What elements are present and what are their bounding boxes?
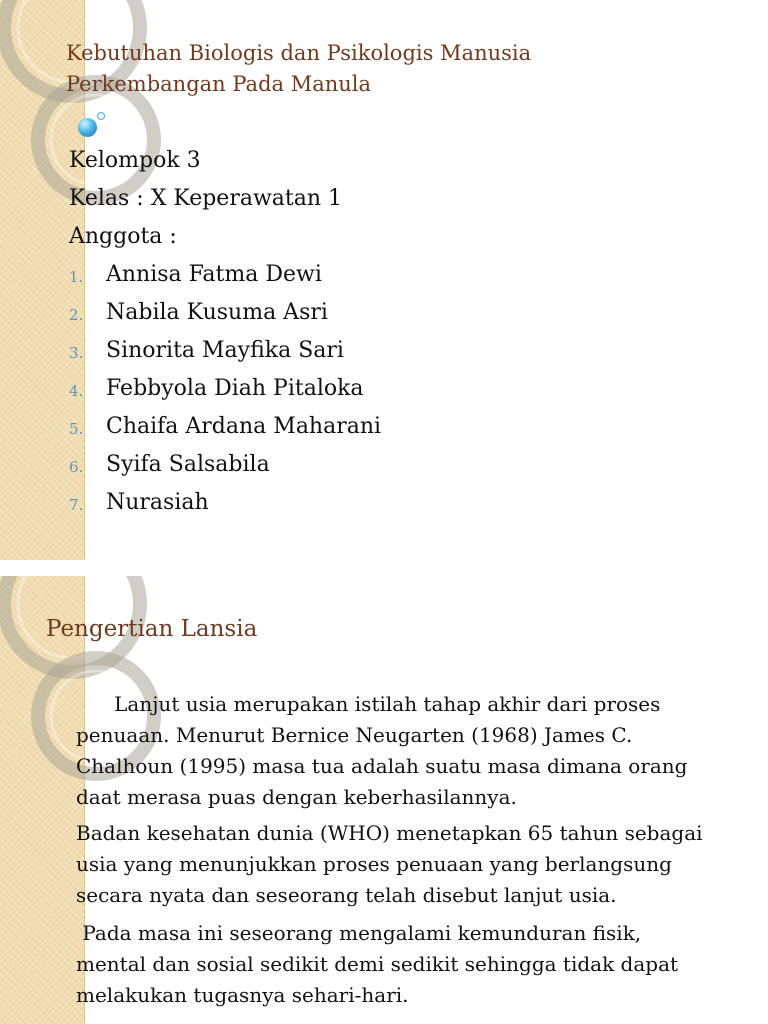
list-item [69,446,381,484]
member-name: Sinorita Mayfika Sari [106,338,344,363]
slide-title: Pengertian Lansia [46,616,258,642]
text-line: Chalhoun (1995) masa tua adalah suatu masa dimana orang [76,754,688,778]
member-name: Syifa Salsabila [106,452,270,477]
text-line: usia yang menunjukkan proses penuaan yang berlangsung [76,852,672,876]
list-item [69,408,381,446]
list-number: 3. [69,344,84,362]
member-name: Chaifa Ardana Maharani [106,414,382,439]
member-name: Febbyola Diah Pitaloka [106,376,364,401]
bullet-sphere-icon [78,118,97,137]
text-line: melakukan tugasnya sehari-hari. [76,983,409,1007]
list-number: 5. [69,420,84,438]
text-line: daat merasa puas dengan keberhasilannya. [76,785,517,809]
slide-2 [0,576,768,1024]
paragraph-2 [76,818,703,911]
text-line: secara nyata dan seseorang telah disebut lanjut usia. [76,883,617,907]
members-label: Anggota : [69,224,177,249]
member-list [69,256,381,522]
member-name: Annisa Fatma Dewi [106,262,322,287]
list-item [69,256,381,294]
text-line: Badan kesehatan dunia (WHO) menetapkan 65 tahun sebagai [76,821,703,845]
member-name: Nurasiah [106,490,209,515]
slide-title [66,38,531,100]
list-item [69,294,381,332]
text-line: Pada masa ini seseorang mengalami kemunduran fisik, [76,921,642,945]
title-line-1: Kebutuhan Biologis dan Psikologis Manusia [66,41,532,65]
text-line: Lanjut usia merupakan istilah tahap akhir dari proses [76,692,661,716]
member-name: Nabila Kusuma Asri [106,300,328,325]
group-label: Kelompok 3 [69,148,201,173]
slide-divider [0,560,768,576]
list-number: 7. [69,496,84,514]
paragraph-3 [76,918,678,1011]
text-line: mental dan sosial sedikit demi sedikit sehingga tidak dapat [76,952,679,976]
group-info [69,142,342,256]
text-line: penuaan. Menurut Bernice Neugarten (1968) James C. [76,723,633,747]
list-number: 2. [69,306,84,324]
list-item [69,370,381,408]
small-bubble-icon [97,112,105,120]
list-number: 6. [69,458,84,476]
list-number: 1. [69,268,84,286]
paragraph-1 [76,689,687,813]
list-item [69,332,381,370]
list-item [69,484,381,522]
title-line-2: Perkembangan Pada Manula [66,72,372,96]
decorative-side-strip [0,576,85,1024]
list-number: 4. [69,382,84,400]
class-label: Kelas : X Keperawatan 1 [69,186,343,211]
